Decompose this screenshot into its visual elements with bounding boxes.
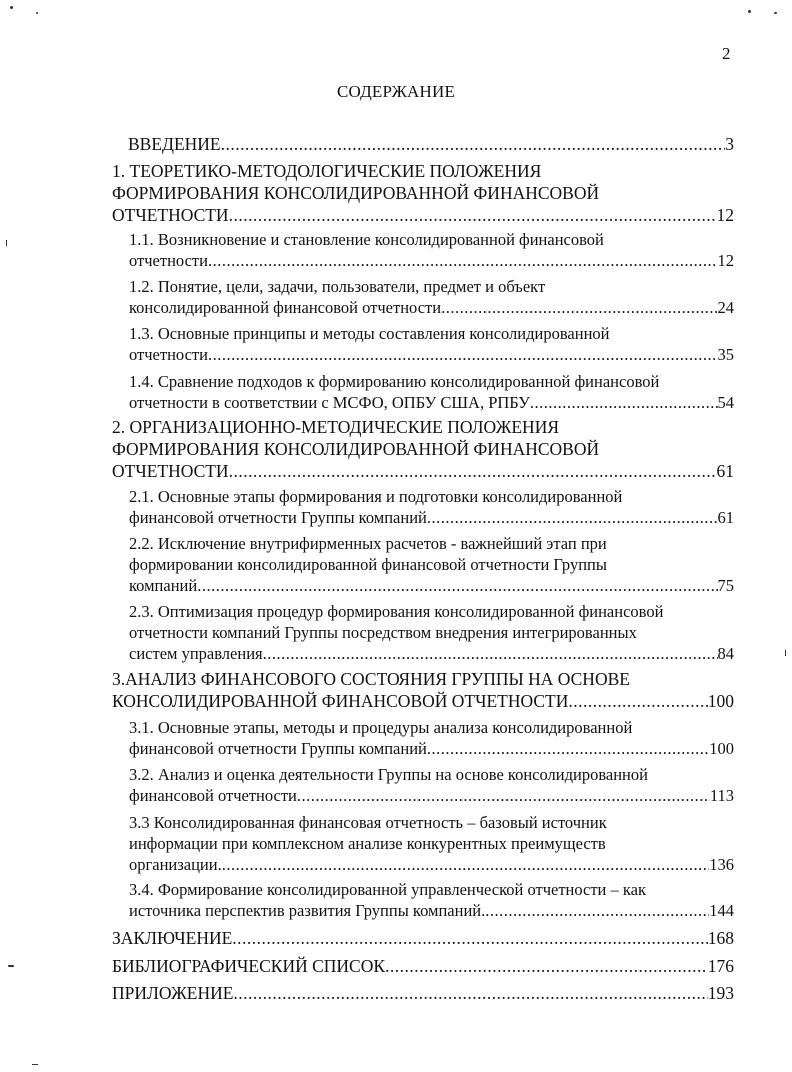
toc-entry-text: ВВЕДЕНИЕ [128,134,221,154]
toc-leader-dots [530,392,718,413]
toc-entry-section-3-3[interactable] [129,812,734,875]
toc-entry-conclusion[interactable] [112,927,734,949]
toc-page-number: 136 [709,855,734,874]
toc-entry-text: ЗАКЛЮЧЕНИЕ [112,928,233,948]
toc-page-number: 84 [717,644,734,663]
toc-page-number: 12 [717,251,734,270]
toc-entry-text: отчетности [129,251,208,270]
toc-entry-text: КОНСОЛИДИРОВАННОЙ ФИНАНСОВОЙ ОТЧЕТНОСТИ [112,691,569,711]
toc-entry-text: финансовой отчетности Группы компаний [129,508,427,527]
scan-speck [6,240,7,246]
toc-leader-dots [222,854,710,875]
toc-page-number: 193 [707,983,734,1003]
toc-page-number: 61 [717,508,734,527]
toc-entry-line: 2.3. Оптимизация процедур формирования консолидированной финансовой [129,602,664,621]
toc-entry-section-1-4[interactable] [129,371,734,413]
toc-page-number: 144 [709,901,734,920]
toc-entry-section-2-3[interactable] [129,601,734,664]
toc-entry-text: ПРИЛОЖЕНИЕ [112,983,234,1003]
toc-entry-bibliography[interactable] [112,955,734,977]
toc-page-number: 113 [709,786,734,805]
toc-entry-line: 3.4. Формирование консолидированной управленческой отчетности – как [129,880,646,899]
toc-entry-line: формировании консолидированной финансовой отчетности Группы [129,555,607,574]
toc-entry-line: 2. ОРГАНИЗАЦИОННО-МЕТОДИЧЕСКИЕ ПОЛОЖЕНИЯ [112,417,560,437]
toc-page-number: 3 [725,134,734,154]
toc-leader-dots [233,982,707,1004]
toc-entry-text: отчетности [129,345,208,364]
toc-leader-dots [297,785,710,806]
toc-entry-text: источника перспектив развития Группы компаний. [129,901,486,920]
toc-page-number: 168 [707,928,734,948]
toc-entry-line: 1.2. Понятие, цели, задачи, пользователи, предмет и объект [129,277,546,296]
toc-entry-section-1-2[interactable] [129,276,734,318]
toc-leader-dots [208,250,718,271]
toc-leader-dots [485,900,709,921]
toc-leader-dots [427,507,718,528]
toc-entry-text: ОТЧЕТНОСТИ [112,205,229,225]
toc-page-number: 61 [716,461,734,481]
toc-entry-line: 1. ТЕОРЕТИКО-МЕТОДОЛОГИЧЕСКИЕ ПОЛОЖЕНИЯ [112,161,542,181]
toc-entry-line: 3.АНАЛИЗ ФИНАНСОВОГО СОСТОЯНИЯ ГРУППЫ НА ОСНОВЕ [112,669,630,689]
toc-entry-line: 1.3. Основные принципы и методы составления консолидированной [129,324,610,343]
toc-entry-section-3-1[interactable] [129,717,734,759]
toc-entry-text: организации. [129,855,222,874]
toc-entry-section-1-1[interactable] [129,229,734,271]
toc-entry-appendix[interactable] [112,982,734,1004]
toc-entry-section-3-2[interactable] [129,764,734,806]
toc-leader-dots [263,643,718,664]
toc-page-number: 12 [716,205,734,225]
toc-page-number: 24 [717,298,734,317]
scan-speck [32,1064,38,1065]
toc-leader-dots [229,204,717,226]
toc-leader-dots [568,690,707,712]
toc-entry-line: 3.3 Консолидированная финансовая отчетность – базовый источник [129,813,607,832]
toc-entry-text: финансовой отчетности Группы компаний [129,739,427,758]
scan-speck [36,12,38,14]
toc-leader-dots [232,927,707,949]
toc-entry-chapter-1[interactable] [112,160,734,226]
toc-leader-dots [229,460,717,482]
toc-page-number: 75 [717,576,734,595]
toc-leader-dots [427,738,709,759]
toc-entry-section-3-4[interactable] [129,879,734,921]
toc-entry-line: ФОРМИРОВАНИЯ КОНСОЛИДИРОВАННОЙ ФИНАНСОВОЙ [112,439,600,459]
toc-leader-dots [208,344,718,365]
toc-entry-line: ФОРМИРОВАНИЯ КОНСОЛИДИРОВАННОЙ ФИНАНСОВОЙ [112,183,600,203]
toc-page-number: 176 [707,956,734,976]
toc-entry-section-1-3[interactable] [129,323,734,365]
toc-entry-chapter-3[interactable] [112,668,734,712]
toc-entry-line: 1.4. Сравнение подходов к формированию консолидированной финансовой [129,372,660,391]
toc-entry-line: 2.2. Исключение внутрифирменных расчетов - важнейший этап при [129,534,607,553]
toc-entry-line: 1.1. Возникновение и становление консолидированной финансовой [129,230,604,249]
toc-entry-line: 2.1. Основные этапы формирования и подготовки консолидированной [129,487,623,506]
scan-speck [8,965,14,967]
toc-leader-dots [385,955,708,977]
toc-entry-text: БИБЛИОГРАФИЧЕСКИЙ СПИСОК [112,956,386,976]
toc-entry-text: финансовой отчетности [129,786,297,805]
toc-entry-text: консолидированной финансовой отчетности [129,298,442,317]
toc-entry-intro[interactable] [128,133,734,155]
page-number: 2 [722,44,731,63]
scan-speck [774,12,777,14]
toc-page-number: 54 [717,393,734,412]
toc-entry-text: компаний [129,576,198,595]
toc-entry-chapter-2[interactable] [112,416,734,482]
toc-entry-section-2-2[interactable] [129,533,734,596]
toc-entry-text: ОТЧЕТНОСТИ [112,461,229,481]
toc-leader-dots [441,297,717,318]
toc-leader-dots [197,575,717,596]
toc-entry-text: систем управления [129,644,263,663]
scan-speck [748,10,751,13]
toc-entry-line: отчетности компаний Группы посредством внедрения интегрированных [129,623,637,642]
page-title: СОДЕРЖАНИЕ [336,82,456,101]
toc-entry-section-2-1[interactable] [129,486,734,528]
toc-page-number: 100 [709,739,734,758]
scan-speck [785,650,786,656]
toc-entry-line: 3.2. Анализ и оценка деятельности Группы на основе консолидированной [129,765,648,784]
toc-leader-dots [221,133,726,155]
toc-page-number: 100 [707,691,734,711]
toc-entry-text: отчетности в соответствии с МСФО, ОПБУ США, РПБУ [129,393,530,412]
toc-entry-line: 3.1. Основные этапы, методы и процедуры анализа консолидированной [129,718,633,737]
scan-speck [10,6,13,9]
toc-page-number: 35 [717,345,734,364]
toc-entry-line: информации при комплексном анализе конкурентных преимуществ [129,834,606,853]
